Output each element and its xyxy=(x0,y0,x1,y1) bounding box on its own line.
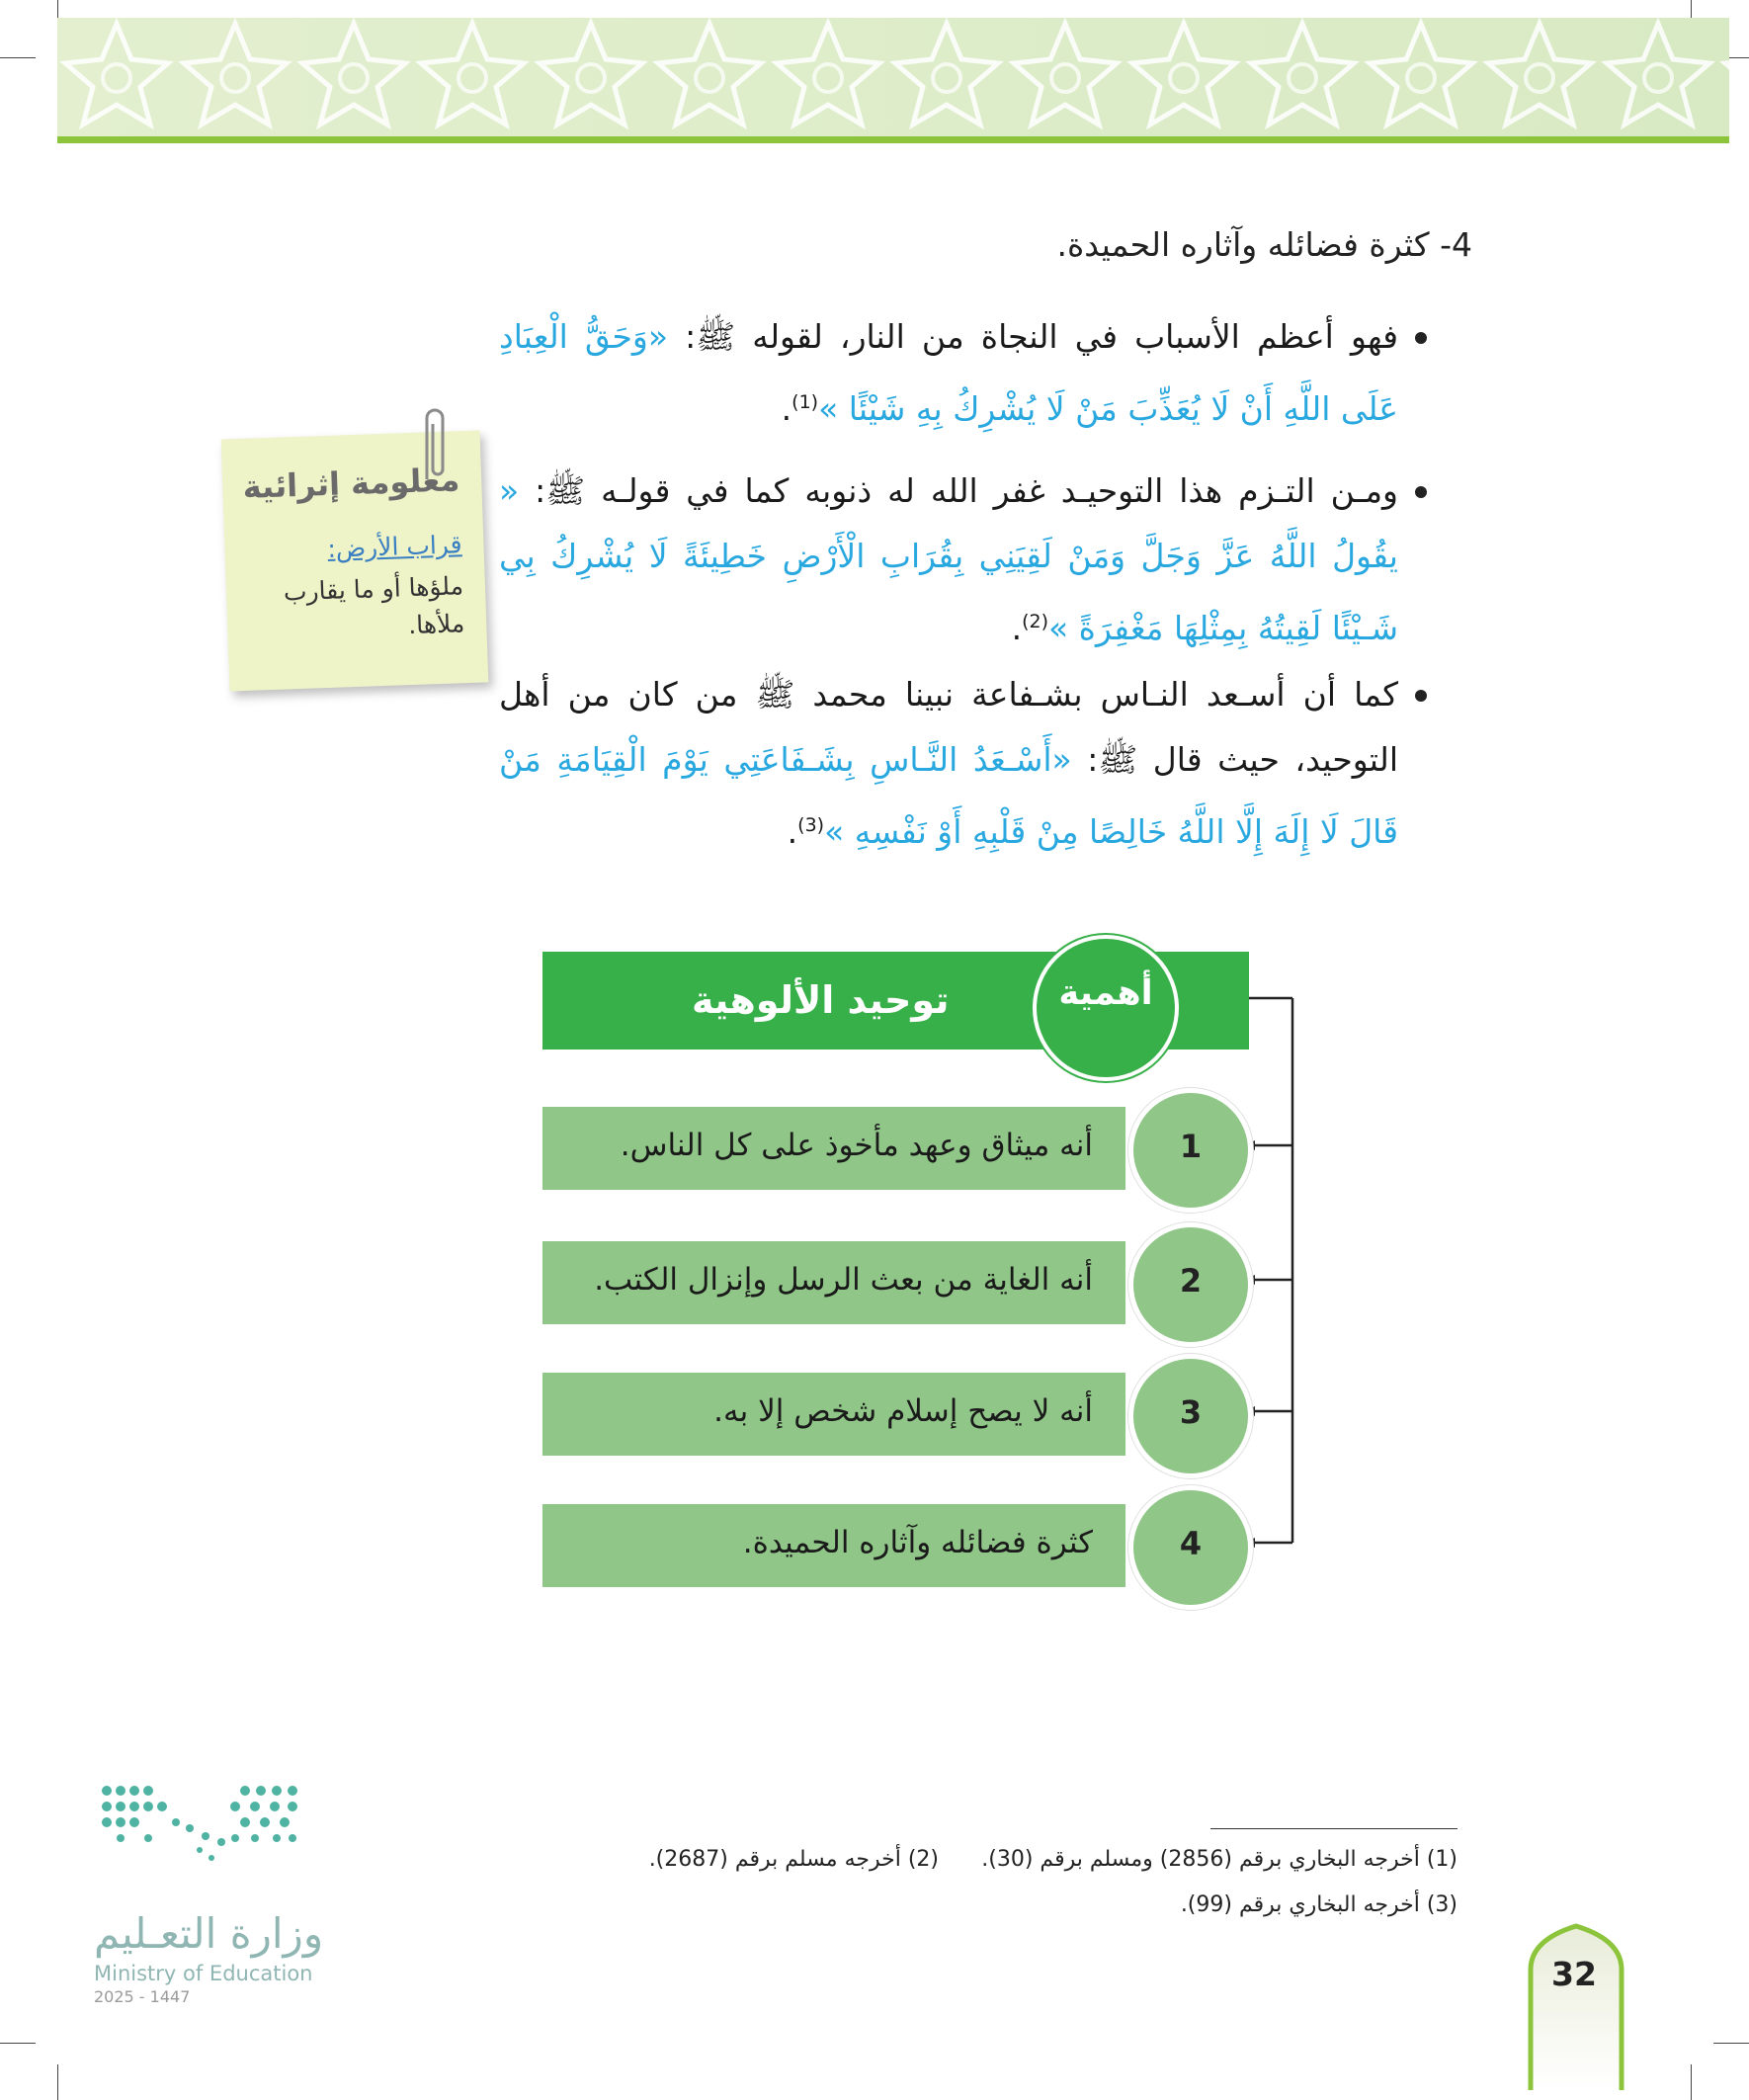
note-definition: ملؤها أو ما يقارب ملأها. xyxy=(283,571,465,640)
footnote-ref: (3) xyxy=(797,814,825,836)
crop-mark xyxy=(0,57,36,58)
diagram-item-number: 1 xyxy=(1179,1128,1203,1165)
footnote-1: (1) أخرجه البخاري برقم (2856) ومسلم برقم (30). xyxy=(981,1847,1458,1872)
paragraph-text: كما أن أسـعد النـاس بشـفاعة نبينا محمد ﷺ من كان من أهل التوحيد، حيث قال ﷺ: xyxy=(499,675,1398,779)
crop-mark xyxy=(1691,2064,1692,2100)
crop-mark xyxy=(0,2043,36,2044)
hadith-quote: «أَسْـعَدُ النَّـاسِ بِشَـفَاعَتِي يَوْمَ الْقِيَامَةِ مَنْ قَالَ لَا إِلَهَ إِلَّا اللَّهُ خَالِصًا مِنْ قَلْبِهِ أَوْ نَفْسِهِ » xyxy=(499,740,1398,851)
bullet-paragraph-3 xyxy=(499,662,1398,865)
bullet-dot xyxy=(1415,332,1427,344)
note-title: معلومة إثرائية xyxy=(241,461,460,506)
header-green-line xyxy=(57,136,1729,143)
diagram-item-number: 3 xyxy=(1179,1393,1203,1431)
footnote-3: (3) أخرجه البخاري برقم (99). xyxy=(1180,1892,1458,1917)
diagram-item-text: أنه ميثاق وعهد مأخوذ على كل الناس. xyxy=(620,1128,1093,1163)
hadith-quote: « يقُولُ اللَّهُ عَزَّ وَجَلَّ وَمَنْ لَقِيَنِي بِقُرَابِ الْأَرْضِ خَطِيئَةً لَا يُشْرِكُ بِي شَـيْئًا لَقِيتُهُ بِمِثْلِهَا مَغْفِرَةً » xyxy=(499,471,1398,647)
diagram-item-number: 2 xyxy=(1179,1262,1203,1300)
diagram-circle-label: أهمية xyxy=(1058,973,1153,1013)
bullet-paragraph-1 xyxy=(499,304,1398,442)
ministry-logo-icon xyxy=(97,1779,314,1897)
paragraph-text: فهو أعظم الأسباب في النجاة من النار، لقوله ﷺ: xyxy=(668,317,1399,356)
paragraph-end: . xyxy=(787,812,798,851)
paragraph-text: ومـن التـزم هذا التوحيـد غفر الله له ذنوبه كما في قولـه ﷺ: xyxy=(519,471,1398,510)
bullet-dot xyxy=(1415,690,1427,702)
ministry-year: 2025 - 1447 xyxy=(94,1987,191,2006)
ministry-name-arabic: وزارة التعـليم xyxy=(94,1909,324,1958)
diagram-item-text: أنه الغاية من بعث الرسل وإنزال الكتب. xyxy=(594,1262,1093,1298)
paragraph-end: . xyxy=(781,389,792,428)
bullet-dot xyxy=(1415,486,1427,498)
footnote-ref: (2) xyxy=(1022,611,1048,632)
diagram-connector xyxy=(1245,978,1304,1561)
crop-mark xyxy=(1713,2043,1749,2044)
page-number: 32 xyxy=(1551,1955,1597,1993)
note-term: قراب الأرض: xyxy=(326,530,462,563)
crop-mark xyxy=(57,2064,58,2100)
diagram-title: توحيد الألوهية xyxy=(692,978,950,1022)
section-heading: 4- كثرة فضائله وآثاره الحميدة. xyxy=(1056,225,1472,264)
footnote-2: (2) أخرجه مسلم برقم (2687). xyxy=(648,1847,939,1872)
footnote-rule xyxy=(1210,1828,1458,1829)
diagram-item-number: 4 xyxy=(1179,1525,1203,1562)
bullet-paragraph-2 xyxy=(499,459,1398,661)
header-pattern-band xyxy=(57,18,1729,138)
paragraph-end: . xyxy=(1011,609,1023,647)
footnote-ref: (1) xyxy=(791,391,819,413)
paperclip-icon xyxy=(417,400,451,493)
hadith-quote: «وَحَقُّ الْعِبَادِ عَلَى اللَّهِ أَنْ لَا يُعَذِّبَ مَنْ لَا يُشْرِكُ بِهِ شَيْئًا » xyxy=(499,317,1398,428)
diagram-item-text: كثرة فضائله وآثاره الحميدة. xyxy=(742,1525,1093,1560)
ministry-name-english: Ministry of Education xyxy=(94,1962,313,1985)
page-number-tab xyxy=(1527,1922,1625,2090)
diagram-item-text: أنه لا يصح إسلام شخص إلا به. xyxy=(713,1393,1093,1429)
